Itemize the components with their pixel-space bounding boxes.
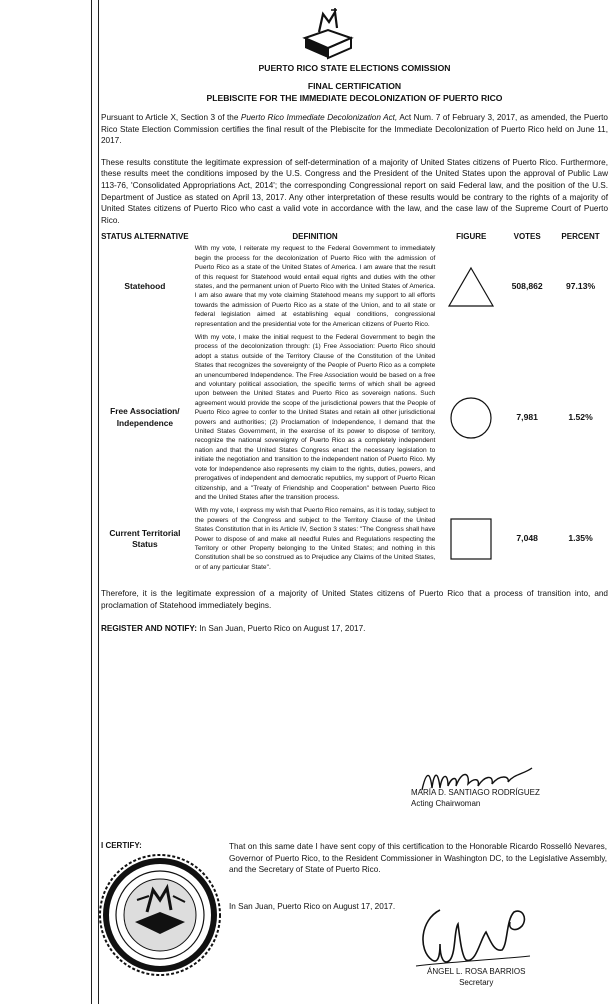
alternative-name: Current Territorial Status xyxy=(109,527,181,550)
votes-value: 508,862 xyxy=(511,280,543,291)
conclusion-paragraph: Therefore, it is the legitimate expression of a majority of United States citizens of Puerto Rico that a process of transition into, and proclamation of Statehood immediately begins. xyxy=(101,589,608,610)
figure-cell xyxy=(441,242,501,331)
table-row xyxy=(101,504,608,574)
triangle-icon xyxy=(447,266,495,308)
chairwoman-role: Acting Chairwoman xyxy=(411,799,481,808)
alternative-definition: With my vote, I make the initial request to the Federal Government to begin the process of the decolonization through: (1) Free Association: Puerto Rico should adopt a status outside of the Territory Clause of the Constitution of the United States that recognizes the sovereignty of the People of Puerto Rico as a complete an unencumbered Independence. The Free Association would be based on a free and voluntary political association, the specific terms of which shall be agreed upon between the United States and Puerto Rico as sovereign nations. Such agreement would provide the scope of the jurisdictional powers that the People of Puerto Rico agree to confer to the United States and retain all other jurisdictional powers and authorities; (2) Proclamation of Independence, I demand that the United States Government, in the exercise of its power to dispose of territory, recognize the national sovereignty of Puerto Rico as a completely independent nation and that the United States Congress enact the necessary legislation to initiate the negotiation and transition to the independent nation of Puerto Rico. My vote for Independence also represents my claim to the rights, duties, powers, and prerogatives of independent and democratic republics, my support of Puerto Rican citizenship, and a "Treaty of Friendship and Cooperation" between Puerto Rico and the United States after the transition process. xyxy=(194,334,436,501)
votes-value: 7,981 xyxy=(516,411,538,422)
official-seal-icon xyxy=(97,852,223,978)
secretary-block xyxy=(427,966,525,988)
certification-document xyxy=(101,0,608,635)
alternative-name: Free Association/ Independence xyxy=(110,406,180,428)
certify-date: In San Juan, Puerto Rico on August 17, 2017. xyxy=(229,902,396,911)
percent-value: 1.35% xyxy=(568,533,593,544)
table-row xyxy=(101,331,608,504)
header-votes: VOTES xyxy=(513,232,541,242)
left-margin-line xyxy=(91,0,92,1004)
header-status-alternative: STATUS ALTERNATIVE xyxy=(101,232,189,242)
register-notify-line: REGISTER AND NOTIFY: In San Juan, Puerto Rico on August 17, 2017. xyxy=(101,624,366,634)
intro-paragraph-1: Pursuant to Article X, Section 3 of the Puerto Rico Immediate Decolonization Act, Act Num. 7 of February 3, 2017, as amended, the Puerto Rico State Election Commission certifies the final result of the Plebiscite for the Immediate Decolonization of Puerto Rico held on June 11, 2017. xyxy=(101,113,608,146)
circle-icon xyxy=(449,396,493,440)
secretary-signature xyxy=(410,900,560,972)
certify-label: I CERTIFY: xyxy=(101,841,142,850)
intro-paragraph-2: These results constitute the legitimate expression of self-determination of a majority of United States citizens of Puerto Rico. Furthermore, these results meet the conditions imposed by the U.S. Congress and the President of the United States upon the approval of Public Law 113-76, 'Consolidated Appropriations Act, 2014'; the corresponding Congressional report on said Federal law, and the position of the U.S. Department of Justice as stated on April 13, 2017. Any other interpretation of these results would be contrary to the rights of a majority of United States citizens of Puerto Rico who cast a valid vote in accordance with the law, and the case law of the Supreme Court of Puerto Rico. xyxy=(101,157,608,225)
chairwoman-name: MARÍA D. SANTIAGO RODRÍGUEZ xyxy=(411,788,540,797)
header-figure: FIGURE xyxy=(456,232,487,242)
votes-value: 7,048 xyxy=(516,533,538,544)
certify-text: That on this same date I have sent copy of this certification to the Honorable Ricardo Rosselló Nevares, Governor of Puerto Rico, to the Resident Commissioner in Washington DC, to the Legislative Assembly, and the Secretary of State of Puerto Rico. xyxy=(229,842,607,875)
results-table xyxy=(101,232,608,574)
agency-name: PUERTO RICO STATE ELECTIONS COMISSION xyxy=(258,63,451,73)
header-definition: DEFINITION xyxy=(292,232,338,242)
alternative-definition: With my vote, I reiterate my request to the Federal Government to immediately begin the process for the decolonization of Puerto Rico with the admission of Puerto Rico as a state of the United States of America. I am aware that the result of this request for Statehood would entail equal rights and duties with the other states, and the permanent union of Puerto Rico with the United States of America. I am also aware that my vote claiming Statehood means my support to all efforts towards the admission of Puerto Rico as a state of the Union, and to all state or federal legislation aimed at establishing equal conditions, congressional representation and the presidential vote for the American citizens of Puerto Rico. xyxy=(194,245,436,328)
results-header-row xyxy=(101,232,608,242)
square-icon xyxy=(449,517,493,561)
percent-value: 97.13% xyxy=(565,280,596,291)
header-percent: PERCENT xyxy=(561,232,600,242)
document-subtitle: PLEBISCITE FOR THE IMMEDIATE DECOLONIZATION OF PUERTO RICO xyxy=(206,93,503,103)
secretary-role: Secretary xyxy=(459,978,494,987)
table-row xyxy=(101,242,608,331)
percent-value: 1.52% xyxy=(568,411,593,422)
alternative-definition: With my vote, I express my wish that Puerto Rico remains, as it is today, subject to the powers of the Congress and subject to the Territory Clause of the United States Constitution that in its Article IV, Section 3 states: "The Congress shall have Power to dispose of and make all needful Rules and Regulations respecting the Territory or other Property belonging to the United States; and nothing in this Constitution shall be so construed as to Prejudice any Claims of the United States, or of any particular State". xyxy=(194,507,436,571)
chairwoman-block xyxy=(411,787,540,809)
figure-cell xyxy=(441,504,501,574)
alternative-name: Statehood xyxy=(124,280,166,291)
figure-cell xyxy=(441,331,501,504)
document-title: FINAL CERTIFICATION xyxy=(307,81,402,91)
secretary-name: ÁNGEL L. ROSA BARRIOS xyxy=(427,967,526,976)
